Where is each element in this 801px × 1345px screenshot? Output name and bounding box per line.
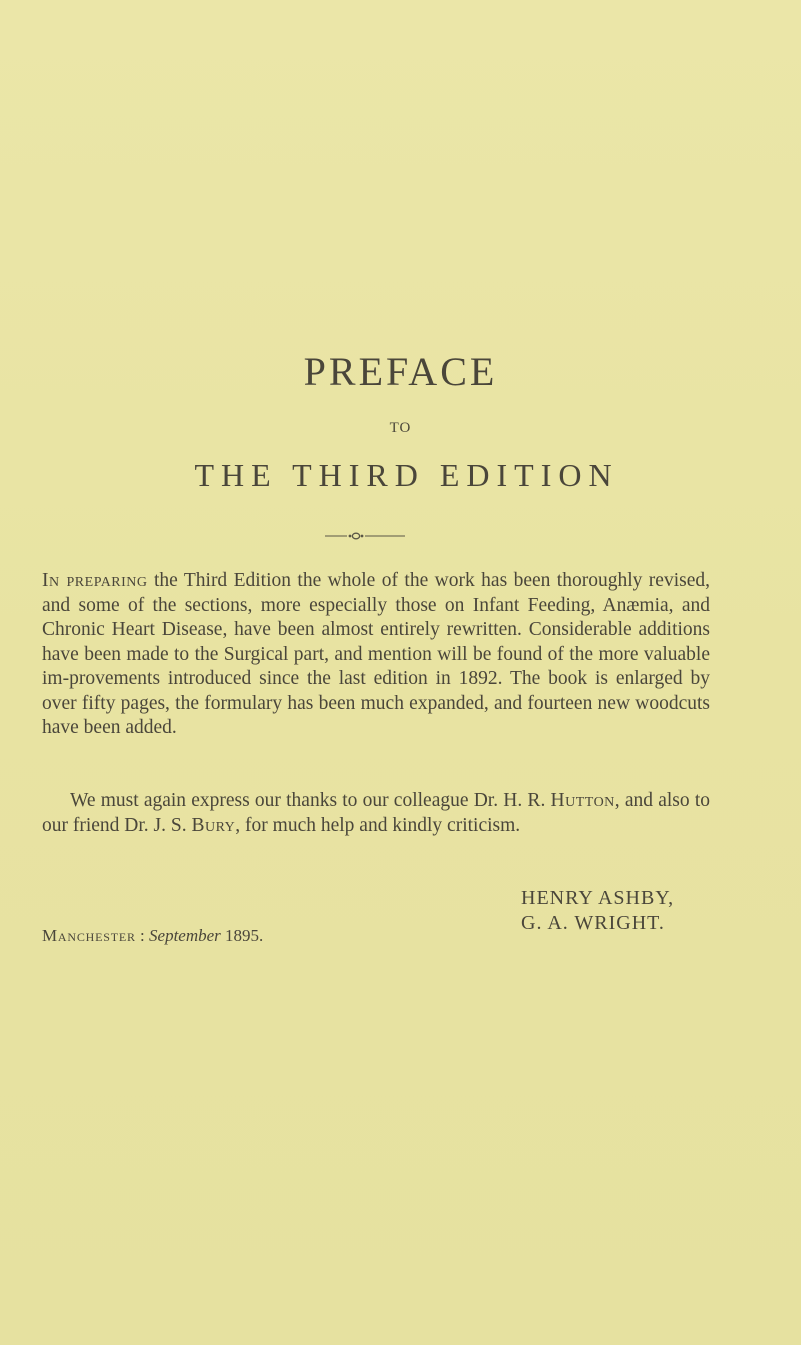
paragraph-2-text-b: , and also to our friend Dr. J. S. [42,790,711,836]
dateline-year: 1895. [220,926,264,945]
dateline [42,925,263,947]
dateline-month: September [149,926,221,945]
lead-in-text: In preparing [42,570,148,591]
page-subtitle: THE THIRD EDITION [194,457,619,493]
signature-wright: G. A. WRIGHT. [521,912,665,934]
paragraph-2-text-a: We must again express our thanks to our colleague Dr. H. R. [70,790,551,811]
preface-paragraph-1 [42,569,710,741]
paragraph-1-text: the Third Edition the whole of the work has been thoroughly revised, and some of the sections, more especially those on Infant Feeding, Anæmia, and Chronic Heart Disease, have been almost entirely rewritten. Considerable additions have been made to the Surgical part, and mention will be found of the more valuable im-provements introduced since the last edition in 1892. The book is enlarged by over fifty pages, the formulary has been much expanded, and fourteen new woodcuts have been added. [42,570,710,738]
dateline-place: Manchester [42,926,136,945]
name-hutton: Hutton [550,790,615,811]
title-connector: TO [389,420,412,436]
signature-ashby: HENRY ASHBY, [521,887,675,909]
preface-paragraph-2 [42,789,710,838]
ornament-rule [325,530,405,542]
page-title: PREFACE [303,349,498,394]
name-bury: Bury [191,814,236,836]
dateline-separator: : [135,926,150,945]
paragraph-2-text-c: , for much help and kindly criticism. [235,814,521,836]
